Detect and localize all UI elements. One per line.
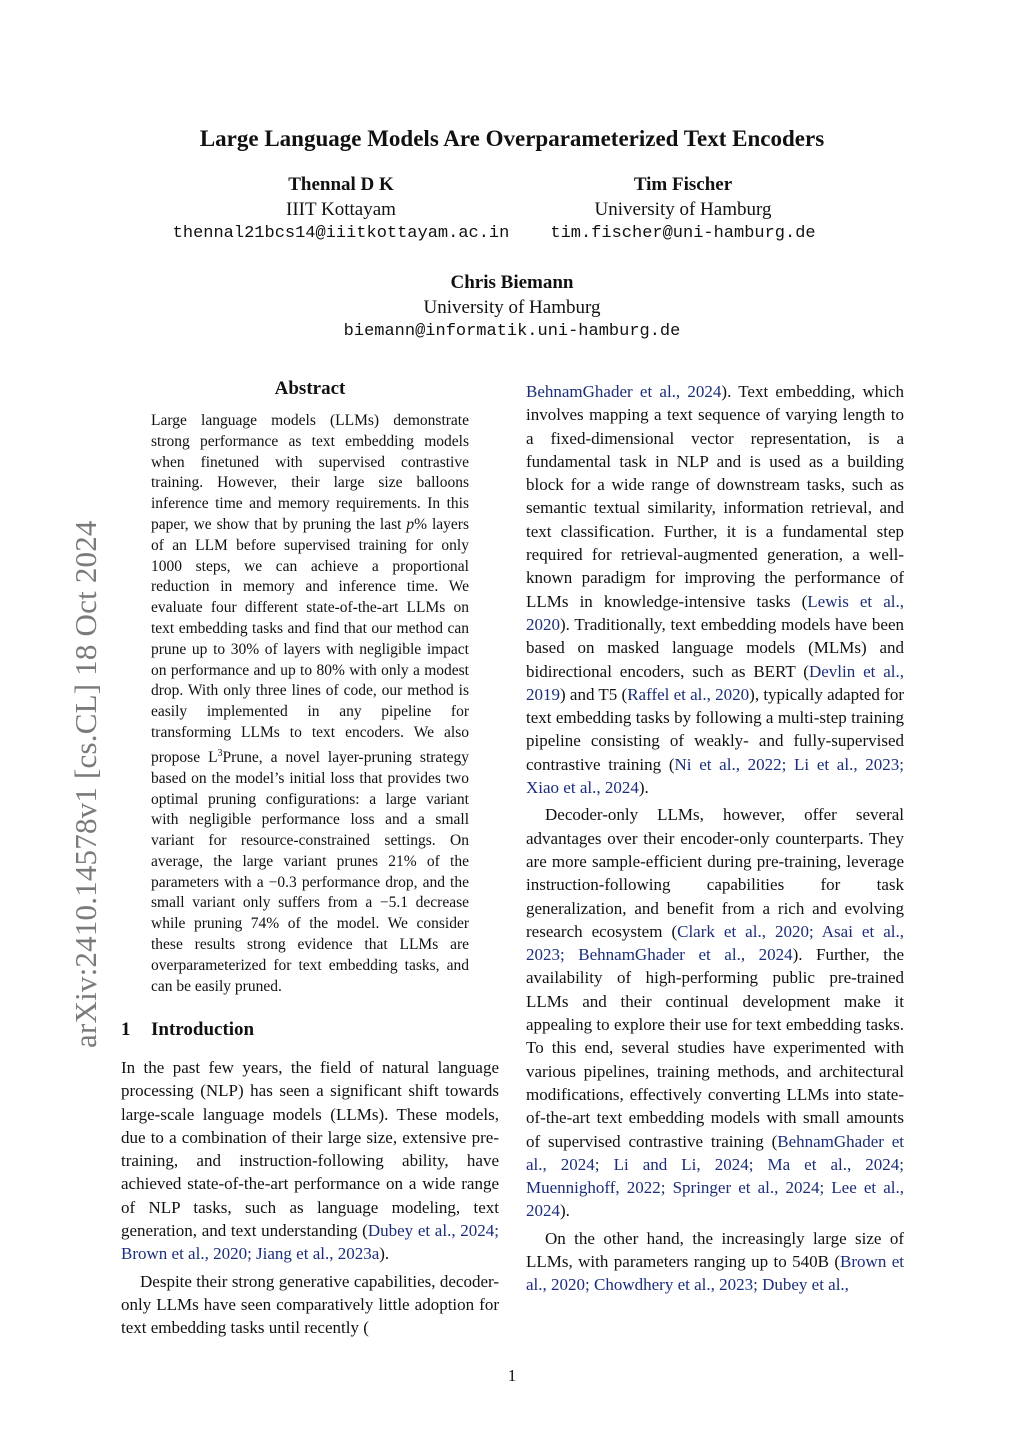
arxiv-stamp: arXiv:2410.14578v1 [cs.CL] 18 Oct 2024 bbox=[68, 520, 103, 1048]
author-affiliation: University of Hamburg bbox=[423, 296, 601, 318]
right-column-body bbox=[526, 380, 904, 1297]
paragraph bbox=[121, 1056, 499, 1266]
paper-title: Large Language Models Are Overparameterized Text Encoders bbox=[199, 126, 825, 151]
abstract-segment: Large language models (LLMs) demonstrate strong performance as text embedding models when finetuned with supervised contrastive training. However, their large size balloons inference time and memory requirements. In this paper, we show that by pruning the last bbox=[151, 412, 469, 533]
text-segment: ). bbox=[638, 778, 649, 798]
text-segment: Decoder-only LLMs, however, offer several advantages over their encoder-only counterparts. They are more sample-efficient during pre-training, leverage instruction-following capabilities for task generalization, and benefit from a rich and evolving research ecosystem ( bbox=[526, 805, 904, 941]
superscript: 3 bbox=[217, 747, 223, 759]
citation-link[interactable]: Clark et al., 2020; Asai et al., 2023; BehnamGhader et al., 2024 bbox=[526, 921, 904, 965]
citation-link[interactable]: Brown et al., 2020; Chowdhery et al., 2023; Dubey et al., bbox=[526, 1251, 904, 1295]
author-block bbox=[530, 173, 836, 247]
author-name: Thennal D K bbox=[288, 174, 394, 195]
author-email[interactable]: thennal21bcs14@iiitkottayam.ac.in bbox=[172, 224, 510, 243]
section-title: Introduction bbox=[151, 1019, 255, 1040]
citation-link[interactable]: Ni et al., 2022; Li et al., 2023; Xiao et al., 2024 bbox=[526, 754, 904, 798]
text-segment: ). Further, the availability of high-performing public pre-trained LLMs and their continual development make it appealing to explore their use for text embedding tasks. To this end, several studies have experimented with various pipelines, training methods, and architectural modifications, effectively converting LLMs into state-of-the-art text embedding models with small amounts of supervised contrastive training ( bbox=[526, 945, 904, 1151]
text-segment: Despite their strong generative capabilities, decoder-only LLMs have seen comparatively little adoption for text embedding tasks until recently ( bbox=[121, 1271, 499, 1338]
text-segment: In the past few years, the field of natural language processing (NLP) has seen a significant shift towards large-scale language models (LLMs). These models, due to a combination of their large size, extensive pre-training, and instruction-following ability, have achieved state-of-the-art performance on a wide range of NLP tasks, such as language modeling, text generation, and text understanding ( bbox=[121, 1058, 499, 1241]
abstract-segment: % layers of an LLM before supervised training for only 1000 steps, we can achieve a proportional reduction in memory and inference time. We evaluate four different state-of-the-art LLMs on text embedding tasks and find that our method can prune up to 30% of layers with negligible impact on performance and up to 80% with only a modest drop. With only three lines of code, our method is easily implemented in any pipeline for transforming LLMs to text encoders. We also propose L bbox=[151, 515, 469, 766]
paragraph bbox=[121, 1270, 499, 1340]
abstract-heading: Abstract bbox=[274, 378, 346, 399]
abstract-segment: Prune, a novel layer-pruning strategy based on the model’s initial loss that provides two optimal pruning configurations: a large variant with negligible performance loss and a small variant for resource-constrained settings. On average, the large variant prunes 21% of the parameters with a −0.3 performance drop, and the small variant only suffers from a −5.1 decrease while pruning 74% of the model. We consider these results strong evidence that LLMs are overparameterized for text embedding tasks, and can be easily pruned. bbox=[151, 748, 469, 995]
author-block bbox=[300, 271, 724, 345]
math-symbol: p bbox=[406, 515, 415, 533]
author-name: Chris Biemann bbox=[450, 272, 574, 293]
author-affiliation: University of Hamburg bbox=[594, 198, 772, 220]
citation-link[interactable]: Devlin et al., 2019 bbox=[526, 661, 904, 704]
page-number: 1 bbox=[507, 1366, 517, 1385]
text-segment: ). bbox=[560, 1201, 570, 1221]
author-affiliation: IIIT Kottayam bbox=[286, 198, 396, 220]
citation-link[interactable]: Dubey et al., 2024; Brown et al., 2020; Jiang et al., 2023a bbox=[121, 1221, 499, 1264]
paragraph bbox=[526, 803, 904, 1222]
author-email[interactable]: tim.fischer@uni-hamburg.de bbox=[550, 224, 816, 243]
text-segment: ) and T5 ( bbox=[560, 684, 628, 704]
citation-link[interactable]: BehnamGhader et al., 2024; Li and Li, 2024; Ma et al., 2024; Muennighoff, 2022; Springer et al., 2024; Lee et al., 2024 bbox=[526, 1131, 904, 1221]
author-name: Tim Fischer bbox=[633, 174, 733, 195]
citation-link[interactable]: Raffel et al., 2020 bbox=[627, 684, 750, 704]
text-segment: ). Text embedding, which involves mapping a text sequence of varying length to a fixed-dimensional vector representation, is a fundamental task in NLP and is used as a building block for a wide range of downstream tasks, such as semantic textual similarity, information retrieval, and text classification. Further, it is a fundamental step required for retrieval-augmented generation, a well-known paradigm for improving the performance of LLMs in knowledge-intensive tasks ( bbox=[526, 382, 904, 611]
text-segment: On the other hand, the increasingly large size of LLMs, with parameters ranging up to 540B ( bbox=[526, 1228, 904, 1271]
section-number: 1 bbox=[121, 1019, 131, 1040]
citation-link[interactable]: Lewis et al., 2020 bbox=[526, 591, 904, 634]
section-heading bbox=[121, 1019, 501, 1041]
citation-link[interactable]: BehnamGhader et al., 2024 bbox=[526, 382, 722, 401]
abstract-text bbox=[151, 411, 469, 997]
paragraph bbox=[526, 380, 904, 799]
text-segment: ), typically adapted for text embedding tasks by following a multi-step training pipeline consisting of weakly- and fully-supervised contrastive training ( bbox=[526, 684, 904, 774]
text-segment: ). Traditionally, text embedding models have been based on masked language models (MLMs) and bidirectional encoders, such as BERT ( bbox=[526, 614, 904, 681]
author-block bbox=[170, 173, 512, 247]
author-email[interactable]: biemann@informatik.uni-hamburg.de bbox=[343, 322, 681, 341]
text-segment: ). bbox=[379, 1244, 390, 1264]
left-column-body bbox=[121, 1056, 499, 1340]
paragraph bbox=[526, 1227, 904, 1297]
